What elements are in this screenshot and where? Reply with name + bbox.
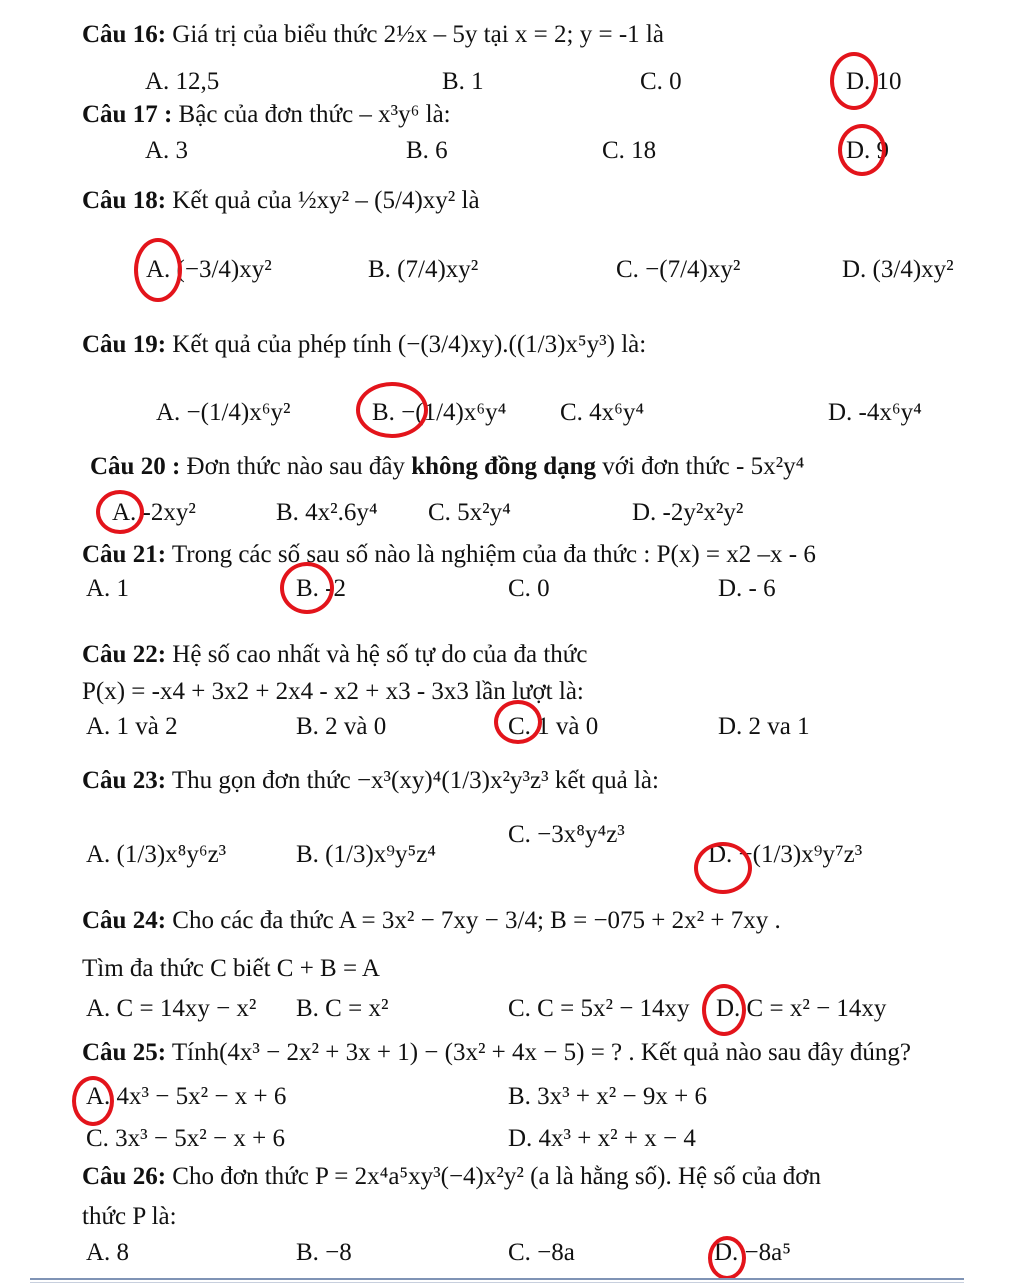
- option-b: B. −(1/4)x⁶y⁴: [372, 399, 507, 426]
- question-19: [82, 330, 646, 360]
- question-text: Trong các số sau số nào là nghiệm của đa thức : P(x) = x2 –x - 6: [171, 541, 816, 568]
- question-label: Câu 20 :: [90, 453, 181, 480]
- question-23: [82, 766, 659, 796]
- option-b: B. -2: [296, 575, 346, 602]
- question-label: Câu 22:: [82, 641, 167, 668]
- page-bottom-border: [30, 1278, 964, 1280]
- question-text: Thu gọn đơn thức −x³(xy)⁴(1/3)x²y³z³ kết quả là:: [171, 767, 659, 794]
- page-bottom-border-shadow: [30, 1282, 964, 1283]
- option-a: A. (−3/4)xy²: [146, 256, 272, 283]
- option-c: C. C = 5x² − 14xy: [508, 995, 690, 1022]
- option-a: A. (1/3)x⁸y⁶z³: [86, 841, 227, 868]
- option-a: A. 1: [86, 575, 130, 602]
- option-d: D. 10: [846, 68, 902, 95]
- option-a: A. 8: [86, 1239, 130, 1266]
- question-label: Câu 25:: [82, 1039, 167, 1066]
- answer-circle: [702, 984, 746, 1036]
- option-b: B. 4x².6y⁴: [276, 499, 378, 526]
- option-d: D. −8a⁵: [714, 1239, 791, 1266]
- answer-circle: [838, 124, 886, 176]
- option-a: A. −(1/4)x⁶y²: [156, 399, 291, 426]
- question-20: [90, 452, 804, 482]
- question-25: [82, 1038, 911, 1068]
- option-d: D. 4x³ + x² + x − 4: [508, 1125, 696, 1152]
- option-a: A. -2xy²: [112, 499, 196, 526]
- option-b: B. −8: [296, 1239, 352, 1266]
- answer-circle: [280, 562, 334, 614]
- option-c: C. 4x⁶y⁴: [560, 399, 645, 426]
- question-label: Câu 24:: [82, 907, 167, 934]
- option-d: D. C = x² − 14xy: [716, 995, 887, 1022]
- question-text: Giá trị của biểu thức 2½x – 5y tại x = 2; y = -1 là: [172, 21, 664, 48]
- question-label: Câu 17 :: [82, 101, 173, 128]
- question-label: Câu 21:: [82, 541, 167, 568]
- question-22-cont: P(x) = -x4 + 3x2 + 2x4 - x2 + x3 - 3x3 lần lượt là:: [82, 678, 584, 705]
- question-26: [82, 1162, 821, 1192]
- answer-circle: [694, 842, 752, 894]
- option-d: D. 2 va 1: [718, 713, 810, 740]
- option-c: C. 0: [508, 575, 550, 602]
- answer-circle: [96, 490, 144, 534]
- option-b: B. 6: [406, 137, 448, 164]
- question-18: [82, 186, 480, 216]
- answer-circle: [494, 700, 542, 744]
- question-emphasis: không đồng dạng: [411, 453, 597, 480]
- option-a: A. 4x³ − 5x² − x + 6: [86, 1083, 287, 1110]
- option-c: C. 18: [602, 137, 657, 164]
- question-text: Kết quả của ½xy² – (5/4)xy² là: [172, 187, 480, 214]
- question-text: Cho các đa thức A = 3x² − 7xy − 3/4; B = −075 + 2x² + 7xy .: [172, 907, 781, 934]
- question-label: Câu 16:: [82, 21, 167, 48]
- option-b: B. 3x³ + x² − 9x + 6: [508, 1083, 707, 1110]
- option-c: C. −(7/4)xy²: [616, 256, 741, 283]
- option-a: A. 12,5: [145, 68, 220, 95]
- option-d: D. -2y²x²y²: [632, 499, 744, 526]
- question-24-cont: Tìm đa thức C biết C + B = A: [82, 955, 380, 982]
- question-26-cont: thức P là:: [82, 1203, 177, 1230]
- option-a: A. C = 14xy − x²: [86, 995, 257, 1022]
- question-16: [82, 20, 664, 50]
- question-label: Câu 23:: [82, 767, 167, 794]
- option-b: B. 2 và 0: [296, 713, 387, 740]
- option-a: A. 3: [145, 137, 189, 164]
- option-c: C. 1 và 0: [508, 713, 599, 740]
- option-b: B. (1/3)x⁹y⁵z⁴: [296, 841, 437, 868]
- question-21: [82, 540, 816, 570]
- question-text: Kết quả của phép tính (−(3/4)xy).((1/3)x⁵y³) là:: [172, 331, 647, 358]
- option-a: A. 1 và 2: [86, 713, 178, 740]
- question-text: Đơn thức nào sau đây: [186, 453, 405, 480]
- option-d: D. -4x⁶y⁴: [828, 399, 922, 426]
- option-b: B. (7/4)xy²: [368, 256, 479, 283]
- question-label: Câu 18:: [82, 187, 167, 214]
- option-c: C. −8a: [508, 1239, 575, 1266]
- option-c: C. 3x³ − 5x² − x + 6: [86, 1125, 285, 1152]
- question-text: Tính(4x³ − 2x² + 3x + 1) − (3x² + 4x − 5) = ? . Kết quả nào sau đây đúng?: [171, 1039, 911, 1066]
- answer-circle: [830, 52, 878, 110]
- option-d: D. (3/4)xy²: [842, 256, 954, 283]
- option-d: D. - 6: [718, 575, 776, 602]
- option-c: C. 0: [640, 68, 682, 95]
- option-c: C. 5x²y⁴: [428, 499, 511, 526]
- option-b: B. C = x²: [296, 995, 389, 1022]
- question-text: Bậc của đơn thức – x³y⁶ là:: [178, 101, 451, 128]
- answer-circle: [72, 1076, 114, 1126]
- question-label: Câu 19:: [82, 331, 167, 358]
- question-24: [82, 906, 781, 936]
- question-text: Hệ số cao nhất và hệ số tự do của đa thức: [172, 641, 588, 668]
- answer-circle: [708, 1236, 746, 1280]
- answer-circle: [134, 238, 182, 302]
- option-c: C. −3x⁸y⁴z³: [508, 821, 625, 848]
- question-text: Cho đơn thức P = 2x⁴a⁵xy³(−4)x²y² (a là hằng số). Hệ số của đơn: [172, 1163, 822, 1190]
- option-b: B. 1: [442, 68, 484, 95]
- option-d: D. −(1/3)x⁹y⁷z³: [708, 841, 863, 868]
- question-22: [82, 640, 587, 670]
- answer-circle: [356, 382, 428, 438]
- option-d: D. 9: [846, 137, 890, 164]
- question-label: Câu 26:: [82, 1163, 167, 1190]
- question-17: [82, 100, 451, 130]
- question-text-cont: với đơn thức - 5x²y⁴: [602, 453, 805, 480]
